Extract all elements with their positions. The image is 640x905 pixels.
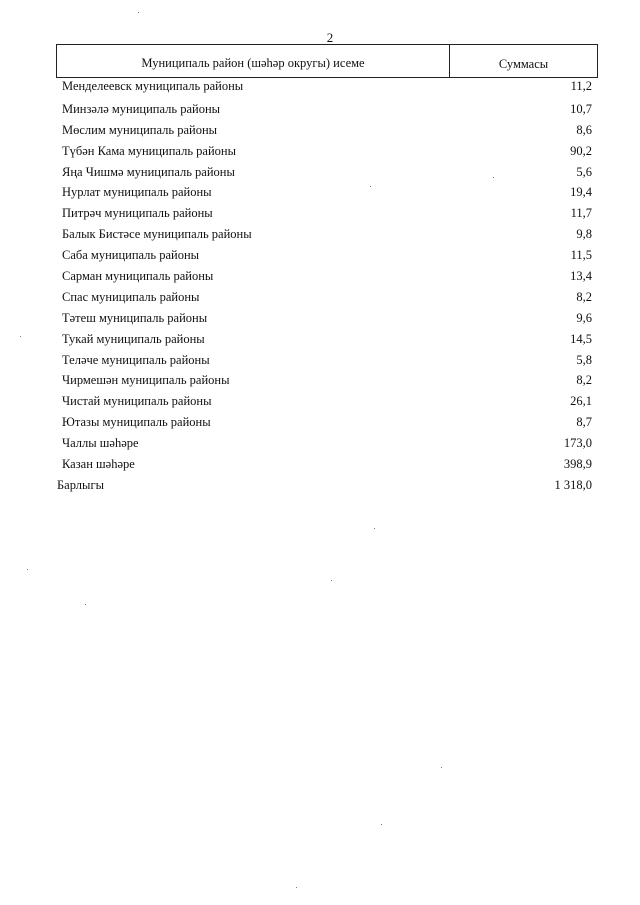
row-name: Питрәч муниципаль районы [62, 206, 213, 221]
row-sum: 173,0 [563, 436, 592, 451]
page-number: 2 [326, 30, 334, 45]
row-name: Чистай муниципаль районы [62, 394, 212, 409]
scan-speck [27, 569, 28, 570]
row-name: Чирмешән муниципаль районы [62, 373, 230, 388]
row-sum: 8,6 [576, 122, 592, 137]
table-row [0, 266, 640, 287]
table-row [0, 203, 640, 224]
row-name: Чаллы шәһәре [62, 436, 139, 451]
row-name: Минзәлә муниципаль районы [62, 101, 221, 116]
row-sum: 398,9 [563, 457, 592, 472]
table-row [0, 245, 640, 266]
row-sum: 11,2 [570, 79, 592, 93]
row-sum: 8,2 [576, 373, 592, 388]
row-sum: 90,2 [570, 143, 592, 158]
total-row [0, 475, 640, 496]
scan-speck [20, 336, 21, 337]
table-row [0, 308, 640, 329]
row-sum: 9,8 [576, 227, 592, 242]
row-sum: 5,6 [576, 164, 592, 179]
scan-speck [381, 824, 382, 825]
row-sum: 8,2 [576, 289, 592, 304]
row-name: Спас муниципаль районы [62, 289, 200, 304]
row-name: Казан шәһәре [62, 457, 135, 472]
table-body [0, 78, 640, 496]
row-sum: 11,5 [570, 248, 592, 263]
scan-speck [296, 887, 297, 888]
row-sum: 5,8 [576, 352, 592, 367]
table-header [56, 44, 598, 78]
total-sum: 1 318,0 [554, 477, 592, 492]
table-row [0, 182, 640, 203]
table-row [0, 141, 640, 162]
row-sum: 13,4 [570, 269, 592, 284]
row-name: Тукай муниципаль районы [62, 331, 205, 346]
row-name: Мөслим муниципаль районы [62, 122, 218, 137]
scan-speck [138, 12, 139, 13]
row-sum: 11,7 [570, 206, 592, 221]
row-name: Яңа Чишмә муниципаль районы [62, 164, 235, 179]
table-row [0, 162, 640, 183]
row-sum: 26,1 [570, 394, 592, 409]
row-sum: 8,7 [576, 415, 592, 430]
table-row [0, 287, 640, 308]
row-name: Менделеевск муниципаль районы [62, 79, 244, 93]
scan-speck [370, 186, 371, 187]
row-name: Сарман муниципаль районы [62, 269, 214, 284]
row-name: Теләче муниципаль районы [62, 352, 210, 367]
table-row [0, 391, 640, 412]
row-name: Тәтеш муниципаль районы [62, 310, 208, 325]
table-row [0, 78, 640, 99]
row-name: Балык Бистәсе муниципаль районы [62, 227, 252, 242]
row-name: Нурлат муниципаль районы [62, 185, 212, 200]
column-header-sum: Суммасы [498, 56, 549, 71]
table-row [0, 120, 640, 141]
table-row [0, 433, 640, 454]
column-header-name: Муниципаль район (шәһәр округы) исеме [57, 45, 450, 77]
row-sum: 14,5 [570, 331, 592, 346]
table-row [0, 370, 640, 391]
total-label: Барлыгы [57, 477, 104, 492]
table-row [0, 454, 640, 475]
row-sum: 19,4 [570, 185, 592, 200]
scan-speck [374, 528, 375, 529]
row-name: Ютазы муниципаль районы [62, 415, 211, 430]
row-sum: 10,7 [570, 101, 592, 116]
scan-speck [85, 604, 86, 605]
table-row [0, 412, 640, 433]
table-row [0, 224, 640, 245]
row-name: Түбән Кама муниципаль районы [62, 143, 236, 158]
scan-speck [441, 767, 442, 768]
table-row [0, 99, 640, 120]
scan-speck [493, 177, 494, 178]
row-sum: 9,6 [576, 310, 592, 325]
row-name: Саба муниципаль районы [62, 248, 200, 263]
table-row [0, 350, 640, 371]
table-row [0, 329, 640, 350]
scan-speck [331, 580, 332, 581]
